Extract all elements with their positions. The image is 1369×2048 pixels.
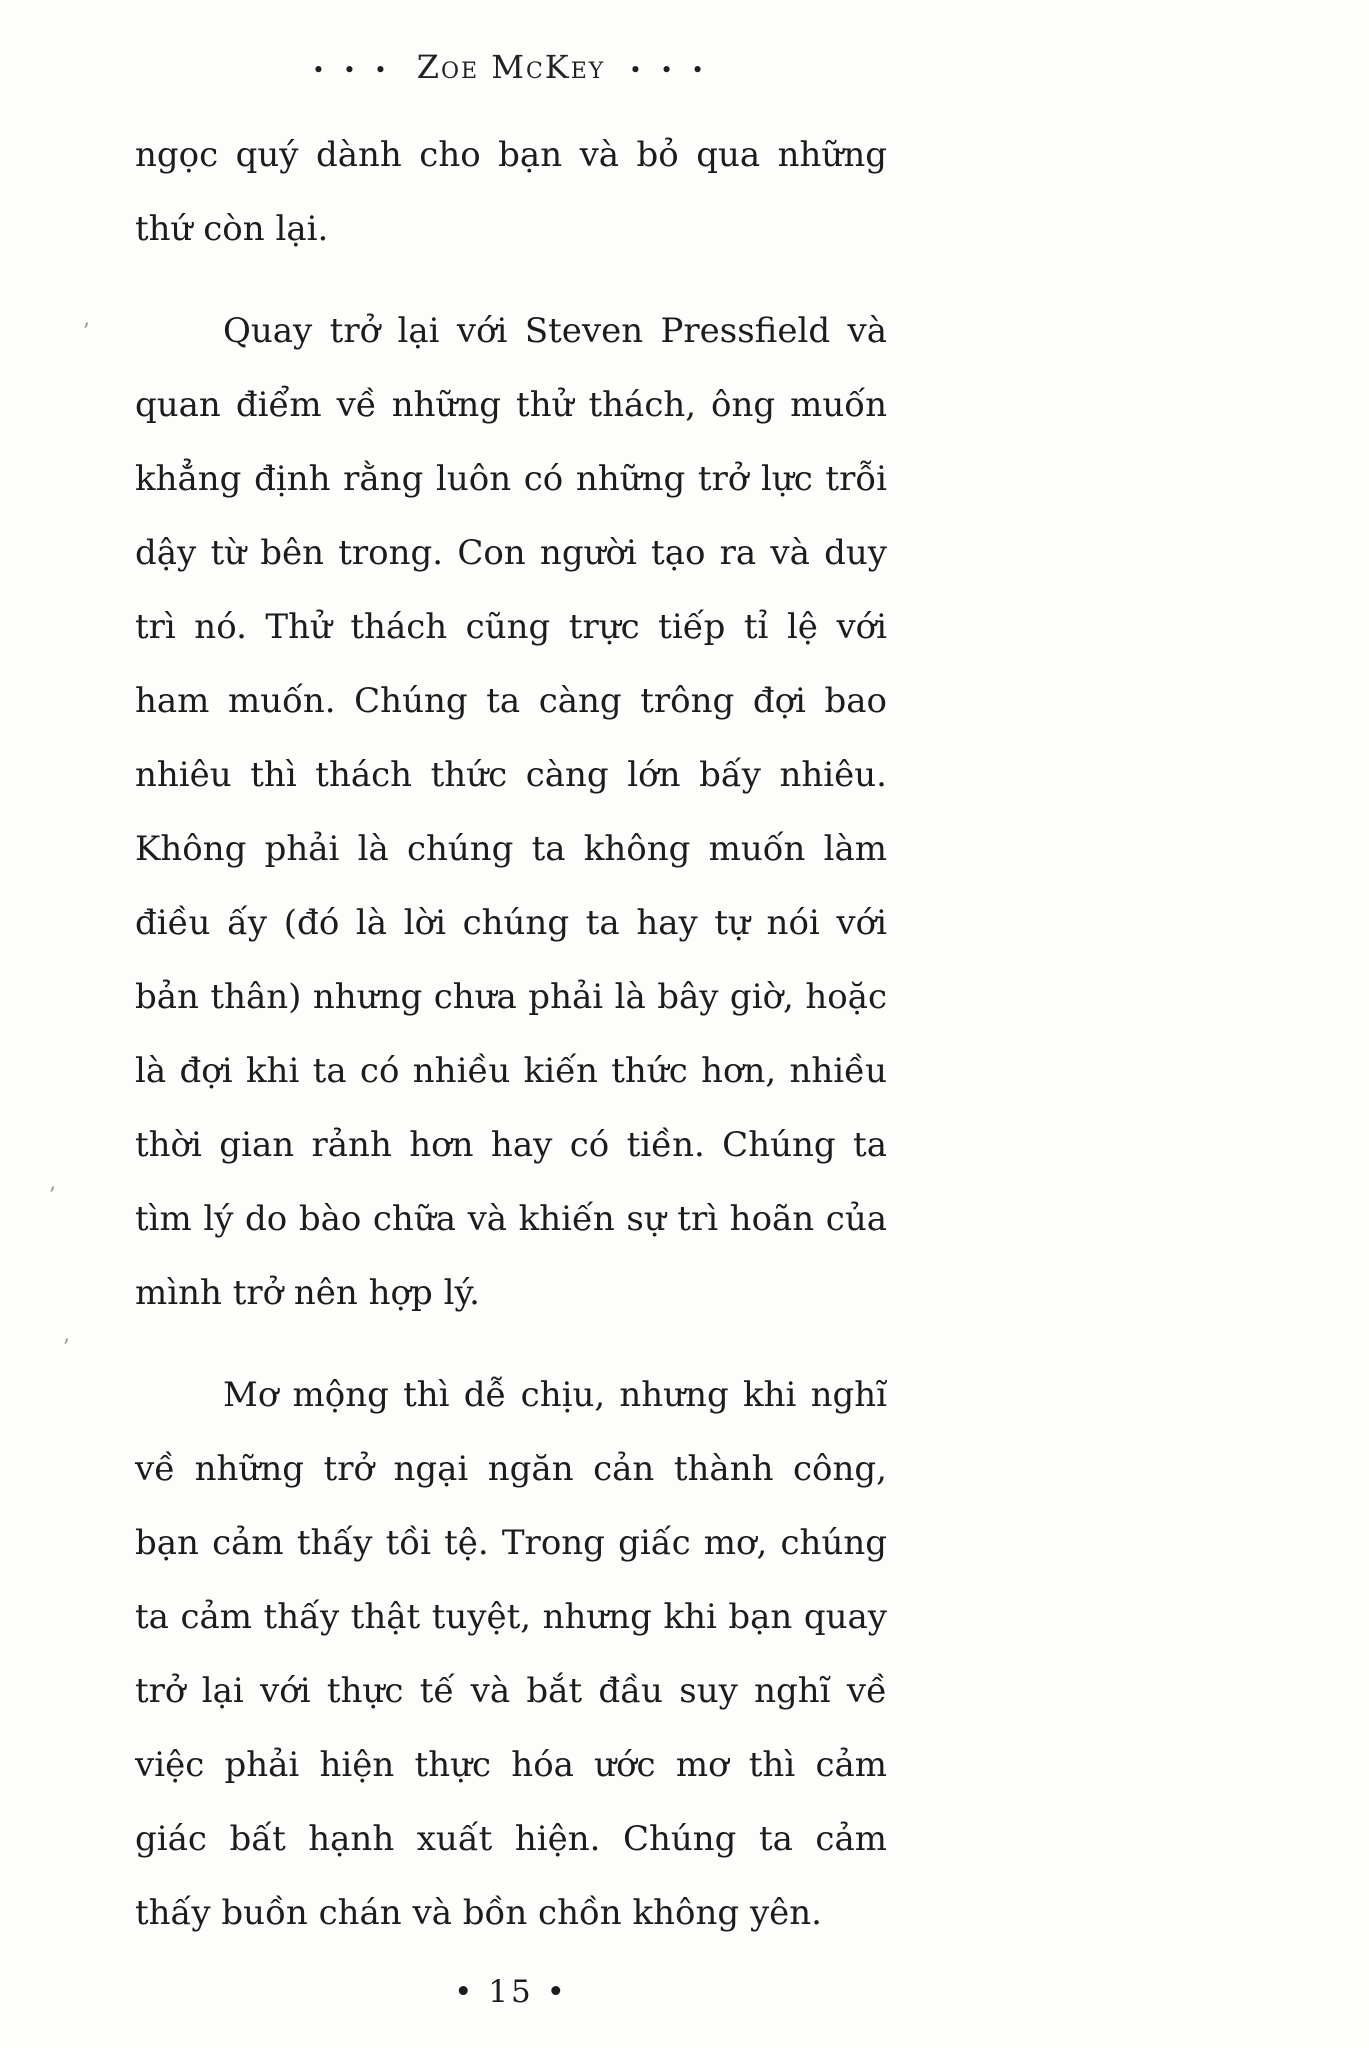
page-number: • 15 •: [454, 1974, 568, 2010]
scan-artifact: ʼ: [48, 1184, 55, 1209]
scan-artifact: ʼ: [82, 320, 89, 345]
header-ornament-right: • • •: [629, 58, 710, 82]
scan-artifact: ʼ: [62, 1336, 69, 1361]
paragraph: Mơ mộng thì dễ chịu, nhưng khi nghĩ về những trở ngại ngăn cản thành công, bạn cảm thấy tồi tệ. Trong giấc mơ, chúng ta cảm thấy thật tuyệt, nhưng khi bạn quay trở lại với thực tế và bắt đầu suy nghĩ về việc phải hiện thực hóa ước mơ thì cảm giác bất hạnh xuất hiện. Chúng ta cảm thấy buồn chán và bồn chồn không yên.: [135, 1375, 887, 1933]
paragraph: Quay trở lại với Steven Pressfield và quan điểm về những thử thách, ông muốn khẳng định rằng luôn có những trở lực trỗi dậy từ bên trong. Con người tạo ra và duy trì nó. Thử thách cũng trực tiếp tỉ lệ với ham muốn. Chúng ta càng trông đợi bao nhiêu thì thách thức càng lớn bấy nhiêu. Không phải là chúng ta không muốn làm điều ấy (đó là lời chúng ta hay tự nói với bản thân) nhưng chưa phải là bây giờ, hoặc là đợi khi ta có nhiều kiến thức hơn, nhiều thời gian rảnh hơn hay có tiền. Chúng ta tìm lý do bào chữa và khiến sự trì hoãn của mình trở nên hợp lý.: [135, 311, 887, 1313]
author-name: Zoe McKey: [416, 48, 606, 86]
body-text: [135, 118, 887, 1978]
running-header: [135, 48, 887, 86]
paragraph: ngọc quý dành cho bạn và bỏ qua những thứ còn lại.: [135, 135, 887, 249]
header-ornament-left: • • •: [312, 58, 393, 82]
